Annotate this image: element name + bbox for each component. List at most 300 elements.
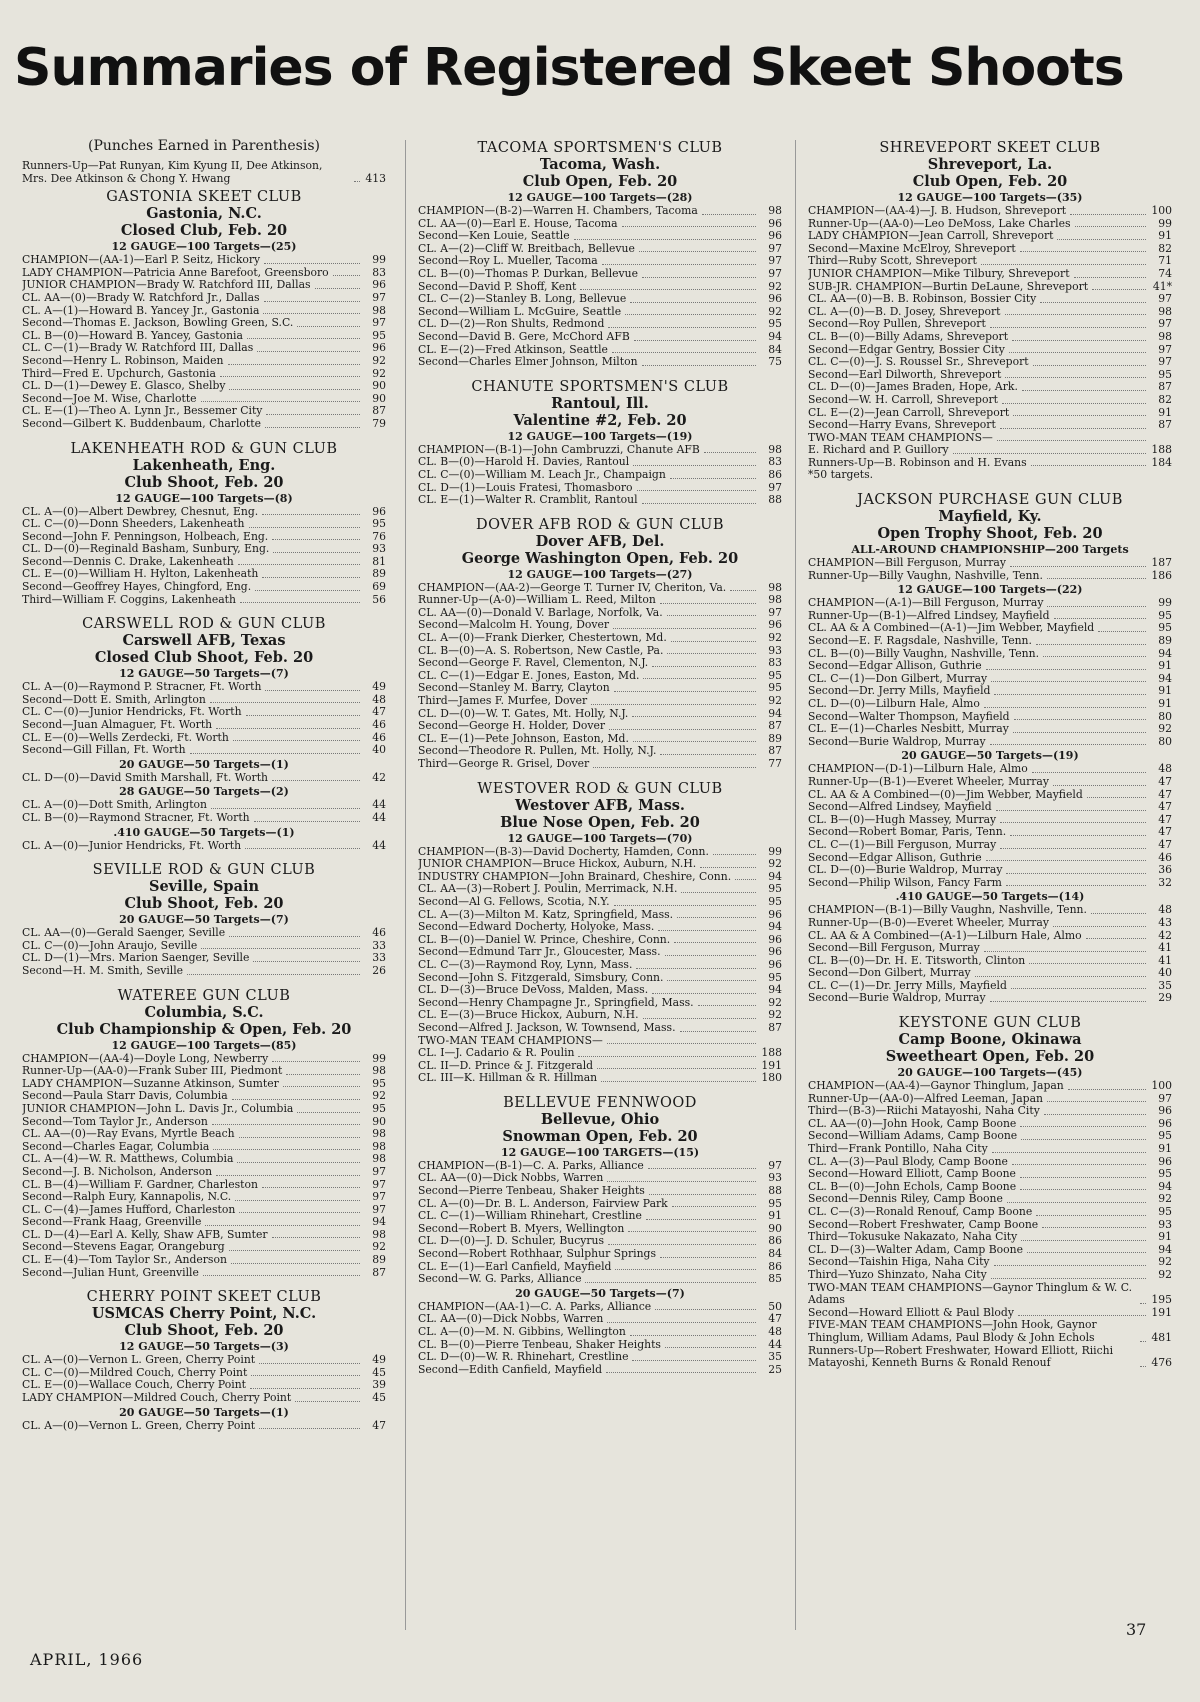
score: 91 <box>1158 405 1172 419</box>
dot-leader <box>1000 848 1146 849</box>
shooter-entry: Third—George R. Grisel, Dover <box>418 757 590 770</box>
score: 44 <box>768 1337 782 1351</box>
score: 47 <box>1158 774 1172 788</box>
dot-leader <box>220 376 360 377</box>
score: 47 <box>372 1418 386 1432</box>
shooter-entry: TWO-MAN TEAM CHAMPIONS—Gaynor Thinglum & W. C. Adams <box>808 1280 1133 1307</box>
gauge-heading: 12 GAUGE—50 Targets—(7) <box>119 667 289 681</box>
score: 94 <box>768 329 782 343</box>
shooter-entry: CL. D—(0)—Lilburn Hale, Almo <box>808 697 980 710</box>
dot-leader <box>634 340 756 341</box>
dot-leader <box>264 301 360 302</box>
score: 29 <box>1158 991 1172 1005</box>
club-location: Dover AFB, Del. <box>535 532 665 550</box>
shooter-entry: LADY CHAMPION—Mildred Couch, Cherry Point <box>22 1391 292 1405</box>
dot-leader <box>633 465 756 466</box>
dot-leader <box>614 691 756 692</box>
score: 97 <box>1158 1091 1172 1105</box>
shooter-entry: Second—Burie Waldrop, Murray <box>808 734 986 748</box>
shooter-entry: Second—Philip Wilson, Fancy Farm <box>808 875 1002 889</box>
shooter-entry: Second—Henry Champagne Jr., Springfield, Mass. <box>418 995 694 1009</box>
score: 96 <box>768 618 782 632</box>
score: 93 <box>1158 1217 1172 1231</box>
dot-leader <box>249 527 360 528</box>
score: 92 <box>768 857 782 871</box>
result-row <box>418 1326 782 1339</box>
shooter-entry: Second—William Adams, Camp Boone <box>808 1129 1018 1143</box>
result-row <box>808 723 1172 736</box>
dot-leader <box>597 1068 756 1069</box>
club-location: Tacoma, Wash. <box>539 156 661 173</box>
score: 41* <box>1152 279 1172 293</box>
dot-leader <box>1087 797 1146 798</box>
score: 96 <box>768 216 782 230</box>
dot-leader <box>1040 302 1146 303</box>
score: 195 <box>1151 1293 1172 1307</box>
dot-leader <box>354 181 360 182</box>
score: 26 <box>372 963 386 977</box>
dot-leader <box>333 275 360 276</box>
shooter-entry: CL. C—(0)—Mildred Couch, Cherry Point <box>22 1365 248 1379</box>
club-section <box>22 862 386 977</box>
result-row <box>22 594 386 607</box>
score: 90 <box>372 1114 386 1128</box>
score: 92 <box>1158 1255 1172 1269</box>
result-row <box>418 758 782 771</box>
page-title: Summaries of Registered Skeet Shoots <box>14 38 1124 98</box>
shooter-entry: Second—George F. Ravel, Clementon, N.J. <box>418 656 649 670</box>
score: 95 <box>372 517 386 531</box>
score: 94 <box>1158 1242 1172 1256</box>
dot-leader <box>643 678 756 679</box>
score: 41 <box>1158 941 1172 955</box>
shooter-entry: Second—W. G. Parks, Alliance <box>418 1272 582 1286</box>
shooter-entry: CL. D—(0)—J. D. Schuler, Bucyrus <box>418 1234 605 1248</box>
dot-leader <box>585 1282 756 1283</box>
dot-leader <box>1091 913 1146 914</box>
score: 47 <box>1158 787 1172 801</box>
dot-leader <box>990 744 1146 745</box>
score: 96 <box>768 229 782 243</box>
shooter-entry: Second—Ralph Eury, Kannapolis, N.C. <box>22 1190 232 1204</box>
dot-leader <box>297 1112 360 1113</box>
dot-leader <box>187 974 360 975</box>
shooter-entry: CL. C—(0)—Donn Sheeders, Lakenheath <box>22 517 245 531</box>
club-section <box>808 492 1172 1005</box>
result-row <box>418 1047 782 1060</box>
dot-leader <box>608 327 756 328</box>
dot-leader <box>660 1257 756 1258</box>
result-row <box>808 1231 1172 1244</box>
shooter-entry: CL. A—(0)—B. D. Josey, Shreveport <box>808 304 1001 318</box>
shooter-entry: CHAMPION—(B-1)—John Cambruzzi, Chanute AFB <box>418 442 700 456</box>
dot-leader <box>672 1206 756 1207</box>
score: 42 <box>1158 928 1172 942</box>
dot-leader <box>286 1074 360 1075</box>
club-section <box>418 140 782 369</box>
shooter-entry: Second—Bill Ferguson, Murray <box>808 941 980 955</box>
score: 45 <box>372 1365 386 1379</box>
shooter-entry: FIVE-MAN TEAM CHAMPIONS—John Hook, Gaynor Thinglum, William Adams, Paul Blody & John Echols <box>808 1318 1097 1344</box>
shooter-entry: CL. C—(4)—James Hufford, Charleston <box>22 1202 236 1216</box>
dot-leader <box>578 1056 756 1057</box>
dot-leader <box>665 955 756 956</box>
result-row <box>418 1210 782 1223</box>
dot-leader <box>262 1187 360 1188</box>
dot-leader <box>953 453 1146 454</box>
result-row <box>22 744 386 757</box>
shooter-entry: CL. E—(1)—Charles Nesbitt, Murray <box>808 722 1009 736</box>
score: 47 <box>1158 812 1172 826</box>
shooter-entry: CL. A—(0)—Frank Dierker, Chestertown, Md. <box>418 631 667 645</box>
dot-leader <box>671 641 756 642</box>
club-section <box>808 1015 1172 1370</box>
dot-leader <box>667 615 756 616</box>
shooter-entry: Second—John F. Penningson, Holbeach, Eng. <box>22 529 269 543</box>
shooter-entry: Second—Gilbert K. Buddenbaum, Charlotte <box>22 416 261 430</box>
shooter-entry: CL. D—(4)—Earl A. Kelly, Shaw AFB, Sumter <box>22 1227 268 1241</box>
dot-leader <box>265 427 360 428</box>
score: 476 <box>1151 1356 1172 1370</box>
dot-leader <box>615 1269 756 1270</box>
score: 45 <box>372 1391 386 1405</box>
result-row <box>418 959 782 972</box>
shooter-entry: CL. I—J. Cadario & R. Poulin <box>418 1046 575 1060</box>
score: 97 <box>372 1164 386 1178</box>
shooter-entry: Second—Tom Taylor Jr., Anderson <box>22 1114 208 1128</box>
result-row <box>808 268 1172 281</box>
gauge-heading: 12 GAUGE—100 Targets—(35) <box>897 191 1083 204</box>
gauge-heading: 12 GAUGE—100 Targets—(19) <box>507 429 693 443</box>
score: 92 <box>372 1240 386 1254</box>
shooter-entry: CL. AA—(0)—Dick Nobbs, Warren <box>418 1171 604 1185</box>
result-row <box>808 1206 1172 1219</box>
score: 97 <box>1158 292 1172 306</box>
score: 92 <box>1158 722 1172 736</box>
dot-leader <box>237 1162 360 1163</box>
gauge-heading: 12 GAUGE—100 Targets—(28) <box>507 191 693 204</box>
shooter-entry: CL. A—(2)—Cliff W. Breitbach, Bellevue <box>418 241 635 255</box>
score: 42 <box>372 770 386 784</box>
dot-leader <box>265 690 360 691</box>
dot-leader <box>201 401 360 402</box>
score: 95 <box>1158 1129 1172 1143</box>
dot-leader <box>297 326 360 327</box>
score: 92 <box>372 366 386 380</box>
result-row <box>418 1022 782 1035</box>
score: 76 <box>372 529 386 543</box>
dot-leader <box>272 1237 361 1238</box>
shooter-entry: Second—Howard Elliott, Camp Boone <box>808 1167 1016 1181</box>
result-row <box>808 570 1172 583</box>
shooter-entry: Second—Alfred J. Jackson, W. Townsend, Mass. <box>418 1020 676 1034</box>
shoot-title: Club Open, Feb. 20 <box>522 173 678 190</box>
dot-leader <box>1011 988 1146 989</box>
shooter-entry: Second—Robert Freshwater, Camp Boone <box>808 1217 1039 1231</box>
shooter-entry: CL. B—(0)—Harold H. Davies, Rantoul <box>418 455 630 469</box>
score: 95 <box>1158 1167 1172 1181</box>
dot-leader <box>986 669 1146 670</box>
dot-leader <box>698 1005 756 1006</box>
club-name: LAKENHEATH ROD & GUN CLUB <box>70 440 338 457</box>
shooter-entry: Runners-Up—B. Robinson and H. Evans <box>808 455 1027 469</box>
score: 95 <box>1158 608 1172 622</box>
result-row <box>22 317 386 330</box>
dot-leader <box>263 313 360 314</box>
shooter-entry: CHAMPION—(AA-1)—Earl P. Seitz, Hickory <box>22 253 261 267</box>
dot-leader <box>637 490 756 491</box>
result-row <box>418 720 782 733</box>
shooter-entry: CL. C—(0)—John Araujo, Seville <box>22 938 198 952</box>
score: 96 <box>1158 1104 1172 1118</box>
shooter-entry: Third—(B-3)—Riichi Matayoshi, Naha City <box>808 1104 1040 1118</box>
score: 90 <box>372 391 386 405</box>
shooter-entry: CL. D—(1)—Mrs. Marion Saenger, Seville <box>22 951 250 965</box>
score: 82 <box>1158 392 1172 406</box>
dot-leader <box>614 905 756 906</box>
dot-leader <box>975 976 1146 977</box>
score: 40 <box>1158 966 1172 980</box>
dot-leader <box>235 1200 360 1201</box>
result-row <box>808 917 1172 930</box>
dot-leader <box>1002 403 1146 404</box>
score: 75 <box>768 355 782 369</box>
result-row <box>22 927 386 940</box>
result-row <box>418 230 782 243</box>
dot-leader <box>607 1043 756 1044</box>
result-row <box>22 1267 386 1280</box>
result-row <box>808 776 1172 789</box>
score: 91 <box>1158 1142 1172 1156</box>
score: 97 <box>768 480 782 494</box>
club-name: SEVILLE ROD & GUN CLUB <box>92 862 316 879</box>
score: 87 <box>1158 380 1172 394</box>
shooter-entry: Second—Pierre Tenbeau, Shaker Heights <box>418 1184 645 1198</box>
shooter-entry: Second—Maxine McElroy, Shreveport <box>808 241 1016 255</box>
shooter-entry: Second—Frank Haag, Greenville <box>22 1215 202 1229</box>
score: 83 <box>768 656 782 670</box>
dot-leader <box>264 263 360 264</box>
dot-leader <box>660 754 756 755</box>
column-divider <box>405 140 406 1630</box>
dot-leader <box>639 251 756 252</box>
dot-leader <box>665 1347 756 1348</box>
score: 35 <box>768 1350 782 1364</box>
result-row <box>418 1248 782 1261</box>
result-row <box>808 942 1172 955</box>
result-row <box>808 1282 1172 1307</box>
score: 98 <box>372 303 386 317</box>
shooter-entry: CL. III—K. Hillman & R. Hillman <box>418 1071 598 1085</box>
dot-leader <box>630 1335 756 1336</box>
result-row <box>22 1103 386 1116</box>
score: 95 <box>768 1196 782 1210</box>
dot-leader <box>1010 835 1146 836</box>
shooter-entry: CL. A—(0)—Vernon L. Green, Cherry Point <box>22 1418 256 1432</box>
dot-leader <box>655 1309 756 1310</box>
club-name: BELLEVUE FENNWOOD <box>503 1094 697 1111</box>
score: 95 <box>768 894 782 908</box>
shooter-entry: Runner-Up—(B-1)—Alfred Lindsey, Mayfield <box>808 608 1050 622</box>
result-row <box>808 1269 1172 1282</box>
score: 47 <box>1158 825 1172 839</box>
score: 89 <box>768 731 782 745</box>
score: 71 <box>1158 254 1172 268</box>
result-row <box>22 581 386 594</box>
dot-leader <box>295 1401 360 1402</box>
shooter-entry: Second—Roy Pullen, Shreveport <box>808 317 986 331</box>
dot-leader <box>1022 390 1146 391</box>
dot-leader <box>1006 885 1146 886</box>
column-2 <box>418 136 782 1616</box>
dot-leader <box>632 716 756 717</box>
dot-leader <box>1010 566 1146 567</box>
shooter-entry: CL. A—(0)—Dott Smith, Arlington <box>22 798 208 812</box>
shooter-entry: TWO-MAN TEAM CHAMPIONS— <box>418 1033 603 1047</box>
dot-leader <box>1005 377 1146 378</box>
score: 99 <box>1158 596 1172 610</box>
result-row <box>808 394 1172 407</box>
dot-leader <box>1005 314 1146 315</box>
dot-leader <box>1036 644 1146 645</box>
score: 97 <box>768 1158 782 1172</box>
dot-leader <box>239 1137 360 1138</box>
dot-leader <box>1027 1252 1146 1253</box>
shooter-entry: CL. E—(1)—Theo A. Lynn Jr., Bessemer City <box>22 404 263 418</box>
dot-leader <box>251 1375 360 1376</box>
dot-leader <box>642 365 756 366</box>
dot-leader <box>228 364 361 365</box>
club-location: Shreveport, La. <box>927 156 1053 173</box>
score: 32 <box>1158 875 1172 889</box>
gauge-heading: 12 GAUGE—100 Targets—(85) <box>111 1038 297 1052</box>
dot-leader <box>628 1231 756 1232</box>
shooter-entry: Second—J. B. Nicholson, Anderson <box>22 1164 213 1178</box>
result-row <box>418 921 782 934</box>
dot-leader <box>1020 1126 1146 1127</box>
dot-leader <box>1036 1215 1146 1216</box>
dot-leader <box>259 1428 360 1429</box>
dot-leader <box>266 414 360 415</box>
dot-leader <box>1042 1227 1146 1228</box>
score: 186 <box>1151 568 1172 582</box>
shoot-title: Open Trophy Shoot, Feb. 20 <box>877 525 1103 543</box>
dot-leader <box>730 590 756 591</box>
score: 88 <box>768 493 782 507</box>
shooter-entry: CL. C—(1)—Brady W. Ratchford III, Dallas <box>22 341 254 355</box>
score: 80 <box>1158 734 1172 748</box>
dot-leader <box>622 226 756 227</box>
dot-leader <box>633 741 756 742</box>
dot-leader <box>1053 785 1146 786</box>
shoot-title: Closed Club Shoot, Feb. 20 <box>94 649 314 667</box>
score: 92 <box>768 631 782 645</box>
shooter-entry: Second—Harry Evans, Shreveport <box>808 418 996 432</box>
result-row <box>22 719 386 732</box>
score: 96 <box>372 341 386 355</box>
score: 97 <box>372 316 386 330</box>
dot-leader <box>670 478 756 479</box>
result-row <box>418 984 782 997</box>
result-row <box>418 268 782 281</box>
score: 97 <box>1158 317 1172 331</box>
shooter-entry: CL. C—(3)—Raymond Roy, Lynn, Mass. <box>418 957 633 971</box>
shooter-entry: CHAMPION—Bill Ferguson, Murray <box>808 556 1006 570</box>
dot-leader <box>625 314 756 315</box>
shooter-entry: Second—Dr. Jerry Mills, Mayfield <box>808 684 991 698</box>
dot-leader <box>1009 352 1146 353</box>
score: 97 <box>372 1177 386 1191</box>
column-intro: (Punches Earned in Parenthesis) <box>88 138 320 154</box>
shooter-entry: CL. D—(0)—W. T. Gates, Mt. Holly, N.J. <box>418 706 629 720</box>
dot-leader <box>233 740 360 741</box>
shooter-entry: Second—John S. Fitzgerald, Simsbury, Conn. <box>418 970 664 984</box>
shooter-entry: Second—Edgar Allison, Guthrie <box>808 850 982 864</box>
result-row <box>22 1254 386 1267</box>
shooter-entry: E. Richard and P. Guillory <box>808 443 949 457</box>
score: 95 <box>372 1076 386 1090</box>
score: 96 <box>768 945 782 959</box>
score: 69 <box>372 580 386 594</box>
shooter-entry: Second—H. M. Smith, Seville <box>22 963 184 977</box>
shooter-entry: Second—W. H. Carroll, Shreveport <box>808 392 998 406</box>
result-row <box>22 1420 386 1433</box>
dot-leader <box>210 702 360 703</box>
dot-leader <box>1020 1177 1146 1178</box>
result-row <box>808 205 1172 218</box>
dot-leader <box>1140 1341 1146 1342</box>
shooter-entry: CL. E—(0)—Wells Zerdecki, Ft. Worth <box>22 730 229 744</box>
club-name: KEYSTONE GUN CLUB <box>898 1015 1082 1032</box>
dot-leader <box>1033 365 1146 366</box>
result-row <box>22 965 386 978</box>
gauge-heading: 20 GAUGE—50 Targets—(1) <box>119 757 289 771</box>
dot-leader <box>315 288 360 289</box>
result-row <box>22 681 386 694</box>
score: 187 <box>1151 556 1172 570</box>
shooter-entry: CL. A—(3)—Paul Blody, Camp Boone <box>808 1154 1008 1168</box>
result-row <box>418 1185 782 1198</box>
dot-leader <box>255 590 360 591</box>
shooter-entry: Third—Tokusuke Nakazato, Naha City <box>808 1230 1018 1244</box>
result-row <box>418 331 782 344</box>
score: 100 <box>1151 204 1172 217</box>
shooter-entry: Second—Robert B. Myers, Wellington <box>418 1221 625 1235</box>
score: 87 <box>768 1020 782 1034</box>
result-row <box>22 840 386 853</box>
club-location: Columbia, S.C. <box>144 1003 264 1021</box>
score: 93 <box>372 542 386 556</box>
score: 92 <box>1158 1192 1172 1206</box>
score: 98 <box>1158 304 1172 318</box>
score: 95 <box>372 328 386 342</box>
score: 99 <box>372 253 386 267</box>
result-row <box>418 1364 782 1377</box>
score: 95 <box>768 668 782 682</box>
result-row <box>418 896 782 909</box>
dot-leader <box>658 930 756 931</box>
shooter-entry: Second—Stanley M. Barry, Clayton <box>418 681 610 695</box>
shoot-title: Club Open, Feb. 20 <box>912 173 1068 190</box>
shooter-entry: Runner-Up—(AA-0)—Alfred Leeman, Japan <box>808 1091 1043 1105</box>
score: 87 <box>768 719 782 733</box>
shooter-entry: Runner-Up—Billy Vaughn, Nashville, Tenn. <box>808 568 1043 582</box>
shooter-entry: Second—Al G. Fellows, Scotia, N.Y. <box>418 894 610 908</box>
gauge-heading: 20 GAUGE—50 Targets—(1) <box>119 1405 289 1419</box>
shooter-entry: CL. C—(0)—William M. Leach Jr., Champaign <box>418 467 666 481</box>
dot-leader <box>984 951 1146 952</box>
dot-leader <box>652 993 756 994</box>
